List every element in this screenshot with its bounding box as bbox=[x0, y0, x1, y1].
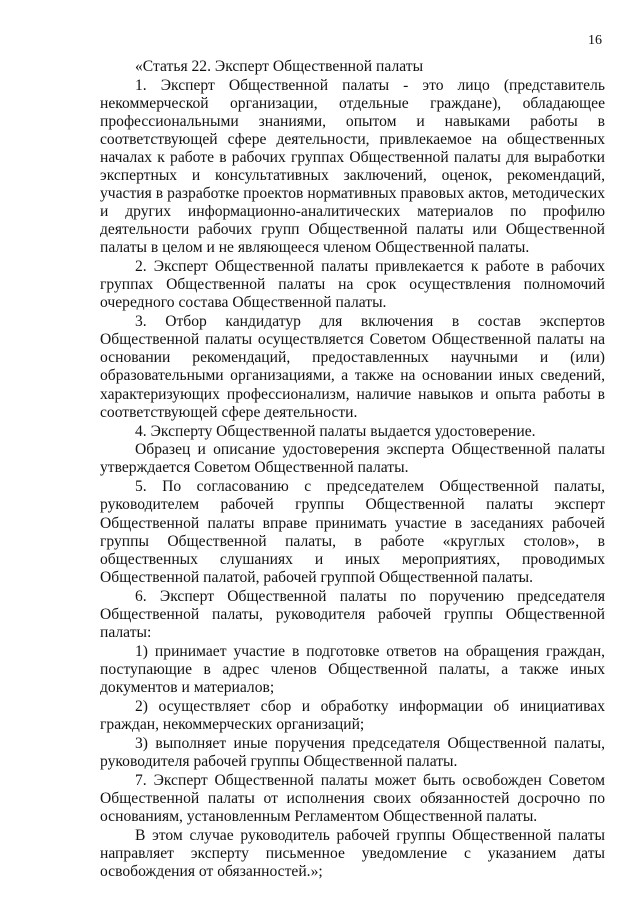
paragraph-4: 4. Эксперту Общественной палаты выдается удостоверение. bbox=[135, 422, 536, 440]
page-number: 16 bbox=[588, 33, 602, 48]
list-item-3: 3) выполняет иные поручения председателя Общественной палаты, руководителя рабочей группы Общественной палаты. bbox=[100, 734, 605, 770]
paragraph-5: 5. По согласованию с председателем Общественной палаты, руководителем рабочей группы Общественной палаты эксперт Общественной палаты вправе принимать участие в заседаниях рабочей группы Общественной палаты, в работе «круглых столов», в общественных слушаниях и иных мероприятиях, проводимых Общественной палатой, рабочей группой Общественной палаты. bbox=[100, 478, 605, 586]
paragraph-7-notice: В этом случае руководитель рабочей группы Общественной палаты направляет эксперту письменное уведомление с указанием даты освобождения от обязанностей.»; bbox=[100, 826, 605, 880]
paragraph-3: 3. Отбор кандидатур для включения в состав экспертов Общественной палаты осуществляется Советом Общественной палаты на основании рекомендаций, предоставленных научными и (или) образовательными организациями, а также на основании иных сведений, характеризующих профессионализм, наличие навыков и опыта работы в соответствующей сфере деятельности. bbox=[100, 313, 605, 421]
paragraph-4-sample: Образец и описание удостоверения эксперта Общественной палаты утверждается Советом Общественной палаты. bbox=[100, 441, 605, 477]
paragraph-7: 7. Эксперт Общественной палаты может быть освобожден Советом Общественной палаты от исполнения своих обязанностей досрочно по основаниям, установленным Регламентом Общественной палаты. bbox=[100, 771, 605, 825]
article-body bbox=[100, 58, 605, 882]
paragraph-6: 6. Эксперт Общественной палаты по поручению председателя Общественной палаты, руководителя рабочей группы Общественной палаты: bbox=[100, 587, 605, 641]
article-heading: «Статья 22. Эксперт Общественной палаты bbox=[135, 58, 424, 75]
paragraph-1: 1. Эксперт Общественной палаты - это лицо (представитель некоммерческой организации, отдельные граждане), обладающее профессиональными знаниями, опытом и навыками работы в соответствующей сфере деятельности, привлекаемое на общественных началах к работе в рабочих группах Общественной палаты для выработки экспертных и консультативных заключений, оценок, рекомендаций, участия в разработке проектов нормативных правовых актов, методических и других информационно-аналитических материалов по профилю деятельности рабочих групп Общественной палаты или Общественной палаты в целом и не являющееся членом Общественной палаты. bbox=[100, 76, 605, 257]
list-item-1: 1) принимает участие в подготовке ответов на обращения граждан, поступающие в адрес членов Общественной палаты, а также иных документов и материалов; bbox=[100, 642, 605, 696]
paragraph-2: 2. Эксперт Общественной палаты привлекается к работе в рабочих группах Общественной палаты на срок осуществления полномочий очередного состава Общественной палаты. bbox=[100, 258, 605, 312]
list-item-2: 2) осуществляет сбор и обработку информации об инициативах граждан, некоммерческих организаций; bbox=[100, 697, 605, 733]
